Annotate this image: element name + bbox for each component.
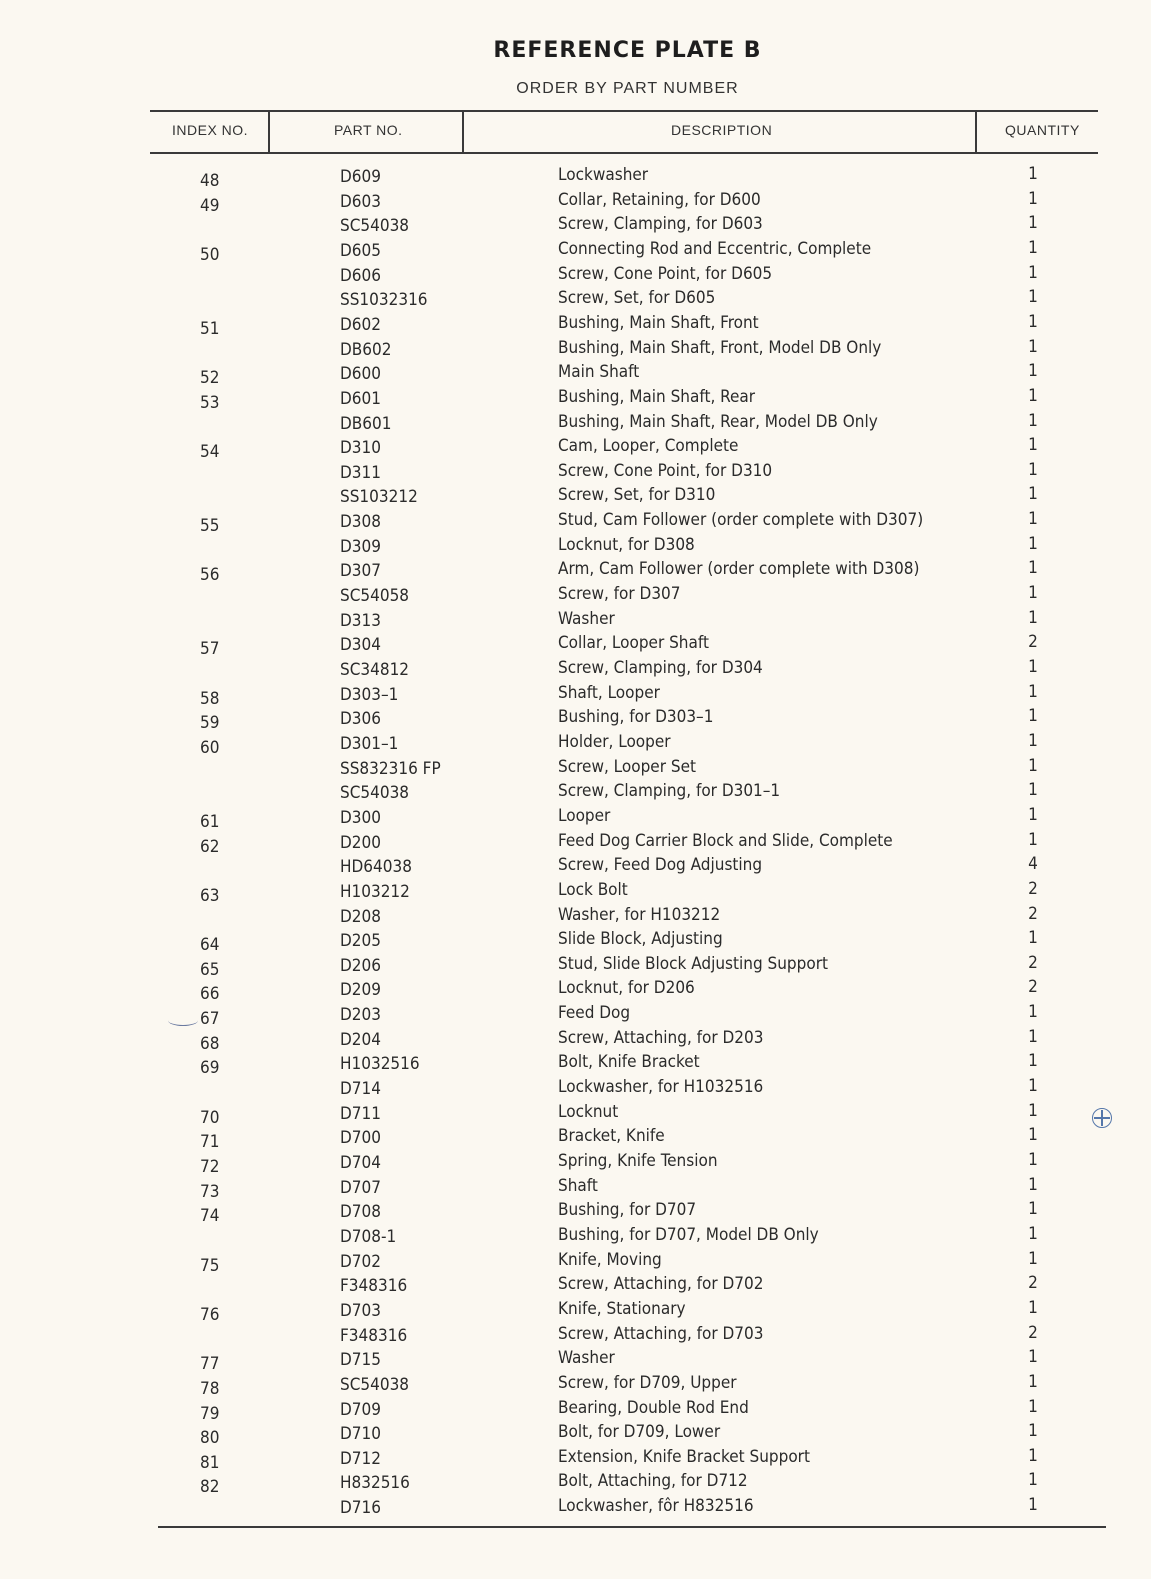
quantity-cell: 1 [1028, 804, 1038, 825]
index-cell: 81 [200, 1452, 220, 1473]
table-bottom-rule [158, 1526, 1106, 1528]
index-cell: 65 [200, 959, 220, 980]
part-number-cell: D300 [340, 807, 381, 828]
index-cell: 68 [200, 1033, 220, 1054]
quantity-cell: 1 [1028, 1421, 1038, 1442]
quantity-cell: 1 [1028, 533, 1038, 554]
quantity-cell: 1 [1028, 780, 1038, 801]
quantity-cell: 1 [1028, 287, 1038, 308]
index-cell: 62 [200, 836, 220, 857]
quantity-cell: 1 [1028, 1223, 1038, 1244]
quantity-cell: 1 [1028, 607, 1038, 628]
index-cell: 73 [200, 1181, 220, 1202]
part-number-cell: D204 [340, 1029, 381, 1050]
description-cell: Lock Bolt [558, 879, 628, 900]
part-number-cell: D208 [340, 906, 381, 927]
description-cell: Bushing, Main Shaft, Front, Model DB Only [558, 337, 882, 358]
quantity-cell: 1 [1028, 706, 1038, 727]
quantity-cell: 1 [1028, 1199, 1038, 1220]
part-number-cell: D702 [340, 1251, 381, 1272]
index-cell: 66 [200, 984, 220, 1005]
part-number-cell: F348316 [340, 1276, 408, 1297]
part-number-cell: D712 [340, 1448, 381, 1469]
index-cell: 71 [200, 1132, 220, 1153]
description-cell: Bushing, Main Shaft, Front [558, 312, 759, 333]
index-cell: 57 [200, 639, 220, 660]
part-number-cell: D708 [340, 1202, 381, 1223]
quantity-cell: 1 [1028, 829, 1038, 850]
quantity-cell: 1 [1028, 311, 1038, 332]
index-cell: 72 [200, 1157, 220, 1177]
description-cell: Bolt, for D709, Lower [558, 1422, 721, 1443]
quantity-cell: 1 [1028, 1248, 1038, 1269]
quantity-cell: 2 [1028, 878, 1038, 899]
quantity-cell: 2 [1028, 1322, 1038, 1343]
index-cell: 70 [200, 1107, 220, 1128]
part-number-cell: D703 [340, 1300, 381, 1321]
part-number-cell: D600 [340, 364, 381, 385]
quantity-cell: 1 [1028, 1371, 1038, 1392]
part-number-cell: D715 [340, 1350, 381, 1371]
index-cell: 53 [200, 392, 220, 413]
index-cell: 50 [200, 244, 220, 265]
quantity-cell: 1 [1028, 657, 1038, 677]
index-cell: 80 [200, 1428, 220, 1449]
index-cell: 48 [200, 171, 220, 191]
index-cell: 76 [200, 1304, 220, 1325]
quantity-cell: 1 [1028, 484, 1038, 505]
quantity-cell: 1 [1028, 1100, 1038, 1121]
description-cell: Locknut [558, 1101, 619, 1122]
description-cell: Bushing, Main Shaft, Rear [558, 386, 756, 407]
description-cell: Screw, Looper Set [558, 756, 696, 777]
quantity-cell: 1 [1028, 1297, 1038, 1318]
part-number-cell: D301–1 [340, 733, 399, 754]
part-number-cell: D707 [340, 1177, 381, 1198]
quantity-cell: 1 [1028, 583, 1038, 604]
part-number-cell: D303–1 [340, 684, 399, 705]
description-cell: Cam, Looper, Complete [558, 436, 739, 457]
quantity-cell: 1 [1028, 1495, 1038, 1516]
part-number-cell: D711 [340, 1103, 381, 1124]
description-cell: Screw, Clamping, for D304 [558, 658, 763, 678]
index-cell: 64 [200, 935, 220, 956]
quantity-cell: 2 [1028, 1273, 1038, 1294]
part-number-cell: D708-1 [340, 1226, 397, 1247]
index-cell: 75 [200, 1255, 220, 1276]
page-subtitle: ORDER BY PART NUMBER [516, 80, 739, 97]
quantity-cell: 1 [1028, 237, 1038, 258]
part-number-cell: D704 [340, 1153, 381, 1173]
part-number-cell: D206 [340, 955, 381, 976]
description-cell: Arm, Cam Follower (order complete with D308) [558, 559, 920, 580]
quantity-cell: 1 [1028, 1470, 1038, 1491]
description-cell: Washer [558, 608, 615, 629]
part-number-cell: SC54038 [340, 1374, 410, 1395]
index-cell: 79 [200, 1403, 220, 1424]
table-top-rule [150, 110, 1098, 112]
index-cell: 67 [200, 1009, 220, 1030]
description-cell: Stud, Slide Block Adjusting Support [558, 953, 828, 974]
description-cell: Washer [558, 1348, 615, 1369]
part-number-cell: D609 [340, 167, 381, 187]
header-index: INDEX NO. [172, 122, 249, 138]
quantity-cell: 1 [1028, 459, 1038, 480]
description-cell: Screw, Set, for D310 [558, 485, 716, 506]
part-number-cell: SC34812 [340, 660, 410, 680]
column-divider-3 [975, 112, 977, 154]
quantity-cell: 1 [1028, 681, 1038, 702]
quantity-cell: 1 [1028, 1150, 1038, 1170]
part-number-cell: D313 [340, 610, 381, 631]
description-cell: Main Shaft [558, 362, 640, 383]
quantity-cell: 1 [1028, 1396, 1038, 1417]
description-cell: Lockwasher, fôr H832516 [558, 1496, 754, 1517]
description-cell: Bolt, Attaching, for D712 [558, 1471, 748, 1492]
quantity-cell: 1 [1028, 164, 1038, 184]
index-cell: 58 [200, 688, 220, 709]
description-cell: Screw, Feed Dog Adjusting [558, 855, 763, 876]
description-cell: Collar, Retaining, for D600 [558, 189, 761, 210]
description-cell: Screw, Cone Point, for D310 [558, 460, 773, 481]
quantity-cell: 1 [1028, 435, 1038, 456]
crosshair-registration-icon [1092, 1108, 1112, 1128]
header-bottom-rule [150, 152, 1098, 154]
quantity-cell: 1 [1028, 385, 1038, 406]
quantity-cell: 1 [1028, 928, 1038, 949]
part-number-cell: D709 [340, 1399, 381, 1420]
part-number-cell: H103212 [340, 881, 410, 902]
description-cell: Bushing, for D707 [558, 1200, 697, 1221]
header-description: DESCRIPTION [671, 122, 773, 138]
description-cell: Bushing, for D707, Model DB Only [558, 1224, 819, 1245]
description-cell: Washer, for H103212 [558, 904, 721, 925]
part-number-cell: D309 [340, 536, 381, 557]
quantity-cell: 2 [1028, 903, 1038, 924]
part-number-cell: D200 [340, 832, 381, 853]
description-cell: Feed Dog Carrier Block and Slide, Complete [558, 830, 893, 851]
index-cell: 77 [200, 1354, 220, 1375]
pen-mark [168, 1015, 198, 1026]
quantity-cell: 1 [1028, 755, 1038, 776]
part-number-cell: D700 [340, 1128, 381, 1149]
part-number-cell: D308 [340, 512, 381, 533]
index-cell: 56 [200, 565, 220, 586]
part-number-cell: D601 [340, 388, 381, 409]
part-number-cell: D716 [340, 1498, 381, 1519]
part-number-cell: D714 [340, 1079, 381, 1100]
part-number-cell: SS832316 FP [340, 758, 441, 779]
part-number-cell: D710 [340, 1424, 381, 1445]
part-number-cell: SC54058 [340, 586, 410, 607]
column-divider-2 [462, 112, 464, 154]
quantity-cell: 1 [1028, 730, 1038, 751]
quantity-cell: 1 [1028, 558, 1038, 579]
index-cell: 63 [200, 885, 220, 906]
description-cell: Knife, Stationary [558, 1298, 686, 1319]
header-part: PART NO. [334, 122, 403, 138]
description-cell: Screw, for D307 [558, 584, 681, 605]
quantity-cell: 1 [1028, 410, 1038, 431]
part-number-cell: DB602 [340, 339, 392, 360]
description-cell: Screw, Attaching, for D703 [558, 1323, 764, 1344]
description-cell: Holder, Looper [558, 731, 671, 752]
page-title: REFERENCE PLATE B [493, 38, 762, 63]
quantity-cell: 1 [1028, 262, 1038, 283]
description-cell: Locknut, for D308 [558, 534, 695, 555]
description-cell: Screw, Clamping, for D301–1 [558, 781, 781, 802]
description-cell: Knife, Moving [558, 1249, 662, 1270]
description-cell: Bracket, Knife [558, 1126, 665, 1147]
part-number-cell: D203 [340, 1005, 381, 1026]
part-number-cell: D307 [340, 561, 381, 582]
description-cell: Collar, Looper Shaft [558, 633, 709, 654]
header-quantity: QUANTITY [1005, 122, 1080, 138]
quantity-cell: 1 [1028, 509, 1038, 530]
description-cell: Shaft, Looper [558, 682, 660, 703]
description-cell: Slide Block, Adjusting [558, 929, 723, 950]
description-cell: Bushing, Main Shaft, Rear, Model DB Only [558, 411, 878, 432]
description-cell: Bearing, Double Rod End [558, 1397, 749, 1418]
description-cell: Bolt, Knife Bracket [558, 1052, 700, 1073]
part-number-cell: F348316 [340, 1325, 408, 1346]
index-cell: 82 [200, 1477, 220, 1498]
quantity-cell: 1 [1028, 1002, 1038, 1023]
index-cell: 60 [200, 737, 220, 758]
part-number-cell: DB601 [340, 413, 392, 434]
index-cell: 59 [200, 713, 220, 734]
quantity-cell: 2 [1028, 632, 1038, 653]
index-cell: 52 [200, 368, 220, 389]
part-number-cell: SC54038 [340, 783, 410, 804]
description-cell: Screw, Attaching, for D203 [558, 1027, 764, 1048]
part-number-cell: D209 [340, 980, 381, 1001]
quantity-cell: 1 [1028, 336, 1038, 357]
description-cell: Screw, Cone Point, for D605 [558, 263, 773, 284]
description-cell: Screw, Clamping, for D603 [558, 214, 763, 235]
index-cell: 55 [200, 516, 220, 537]
quantity-cell: 1 [1028, 188, 1038, 209]
quantity-cell: 1 [1028, 1051, 1038, 1072]
description-cell: Looper [558, 805, 611, 826]
part-number-cell: D304 [340, 635, 381, 656]
index-cell: 51 [200, 318, 220, 339]
description-cell: Stud, Cam Follower (order complete with D307) [558, 510, 924, 531]
part-number-cell: D602 [340, 314, 381, 335]
quantity-cell: 1 [1028, 1174, 1038, 1195]
description-cell: Bushing, for D303–1 [558, 707, 714, 728]
index-cell: 49 [200, 195, 220, 216]
part-number-cell: D205 [340, 931, 381, 952]
part-number-cell: D603 [340, 191, 381, 212]
part-number-cell: D310 [340, 438, 381, 459]
part-number-cell: SC54038 [340, 216, 410, 237]
index-cell: 69 [200, 1058, 220, 1079]
description-cell: Lockwasher [558, 165, 649, 185]
index-cell: 54 [200, 442, 220, 463]
description-cell: Spring, Knife Tension [558, 1151, 718, 1171]
part-number-cell: H1032516 [340, 1054, 420, 1075]
description-cell: Locknut, for D206 [558, 978, 695, 999]
description-cell: Connecting Rod and Eccentric, Complete [558, 238, 872, 259]
quantity-cell: 2 [1028, 977, 1038, 998]
description-cell: Screw, Set, for D605 [558, 288, 716, 309]
index-cell: 74 [200, 1206, 220, 1227]
description-cell: Shaft [558, 1175, 598, 1196]
part-number-cell: SS103212 [340, 487, 418, 508]
column-divider-1 [268, 112, 270, 154]
description-cell: Lockwasher, for H1032516 [558, 1077, 764, 1098]
description-cell: Screw, for D709, Upper [558, 1372, 737, 1393]
quantity-cell: 1 [1028, 213, 1038, 234]
part-number-cell: H832516 [340, 1473, 410, 1494]
part-number-cell: D311 [340, 462, 381, 483]
index-cell: 61 [200, 811, 220, 832]
quantity-cell: 4 [1028, 854, 1038, 875]
part-number-cell: D605 [340, 240, 381, 261]
part-number-cell: D606 [340, 265, 381, 286]
quantity-cell: 1 [1028, 1125, 1038, 1146]
index-cell: 78 [200, 1378, 220, 1399]
quantity-cell: 1 [1028, 1026, 1038, 1047]
description-cell: Screw, Attaching, for D702 [558, 1274, 764, 1295]
quantity-cell: 1 [1028, 1347, 1038, 1368]
part-number-cell: D306 [340, 709, 381, 730]
description-cell: Extension, Knife Bracket Support [558, 1446, 810, 1467]
quantity-cell: 1 [1028, 1076, 1038, 1097]
part-number-cell: HD64038 [340, 857, 412, 878]
part-number-cell: SS1032316 [340, 290, 428, 311]
quantity-cell: 1 [1028, 361, 1038, 382]
description-cell: Feed Dog [558, 1003, 631, 1024]
quantity-cell: 1 [1028, 1445, 1038, 1466]
quantity-cell: 2 [1028, 952, 1038, 973]
